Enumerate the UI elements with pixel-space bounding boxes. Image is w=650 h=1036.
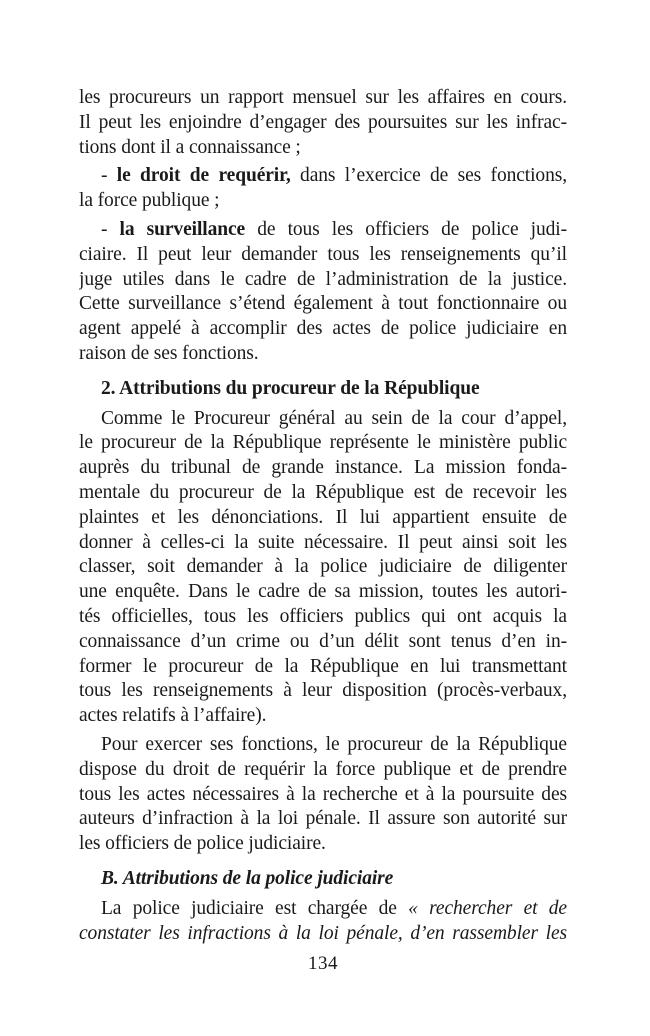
text-line bbox=[79, 292, 567, 317]
text-line bbox=[79, 407, 567, 432]
text-segment: « rechercher et de bbox=[408, 897, 567, 919]
text-line bbox=[79, 377, 567, 402]
text-segment: - bbox=[101, 165, 117, 187]
text-segment: former le procureur de la République en lui transmettant bbox=[79, 655, 567, 677]
text-line bbox=[79, 136, 567, 161]
text-segment: une enquête. Dans le cadre de sa mission, toutes les autori- bbox=[79, 581, 567, 603]
text-line bbox=[79, 531, 567, 556]
text-line bbox=[79, 580, 567, 605]
text-segment: connaissance d’un crime ou d’un délit sont tenus d’en in- bbox=[79, 630, 567, 652]
text-line bbox=[79, 506, 567, 531]
text-segment: le droit de requérir, bbox=[116, 165, 291, 187]
text-segment: mentale du procureur de la République est de recevoir les bbox=[79, 481, 567, 503]
text-segment: raison de ses fonctions. bbox=[79, 342, 259, 364]
text-segment: dans l’exercice de ses fonctions, bbox=[290, 165, 567, 187]
text-segment: constater les infractions à la loi pénale, d’en rassembler les bbox=[79, 922, 567, 944]
text-block bbox=[79, 86, 567, 950]
text-segment: Cette surveillance s’étend également à tout fonctionnaire ou bbox=[79, 293, 567, 315]
text-segment: ciaire. Il peut leur demander tous les renseignements qu’il bbox=[79, 243, 567, 265]
text-segment: auprès du tribunal de grande instance. La mission fonda- bbox=[79, 457, 567, 479]
text-segment: tions dont il a connaissance ; bbox=[79, 136, 301, 158]
text-segment: tés officielles, tous les officiers publics qui ont acquis la bbox=[79, 605, 567, 627]
text-line bbox=[79, 317, 567, 342]
page-number: 134 bbox=[308, 953, 338, 974]
text-line bbox=[79, 922, 567, 947]
text-segment: plaintes et les dénonciations. Il lui appartient ensuite de bbox=[79, 506, 567, 528]
text-segment: tous les renseignements à leur disposition (procès-verbaux, bbox=[79, 680, 567, 702]
text-segment: La police judiciaire est chargée de bbox=[101, 897, 409, 919]
text-line bbox=[79, 164, 567, 189]
heading-attributions-police-judiciaire bbox=[79, 867, 567, 892]
text-line bbox=[79, 268, 567, 293]
text-segment: B. Attributions de la police judiciaire bbox=[101, 867, 394, 889]
text-line bbox=[79, 342, 567, 367]
text-segment: 2. Attributions du procureur de la République bbox=[101, 377, 480, 399]
text-segment: le procureur de la République représente le ministère public bbox=[79, 432, 567, 454]
text-segment: auteurs d’infraction à la loi pénale. Il assure son autorité sur bbox=[79, 808, 567, 830]
text-segment: actes relatifs à l’affaire). bbox=[79, 705, 267, 727]
text-segment: Pour exercer ses fonctions, le procureur de la République bbox=[101, 733, 567, 755]
text-line bbox=[79, 704, 567, 729]
text-line bbox=[79, 218, 567, 243]
text-line bbox=[79, 605, 567, 630]
text-segment: les officiers de police judiciaire. bbox=[79, 833, 326, 855]
text-line bbox=[79, 189, 567, 214]
paragraph-la-police-judiciaire bbox=[79, 897, 567, 947]
list-item-surveillance bbox=[79, 218, 567, 367]
text-segment: Comme le Procureur général au sein de la cour d’appel, bbox=[101, 407, 567, 429]
text-segment: - bbox=[101, 218, 120, 240]
text-line bbox=[79, 555, 567, 580]
text-segment: la force publique ; bbox=[79, 190, 220, 212]
list-item-droit-de-requerir bbox=[79, 164, 567, 214]
text-line bbox=[79, 807, 567, 832]
text-line bbox=[79, 630, 567, 655]
text-segment: donner à celles-ci la suite nécessaire. Il peut ainsi soit les bbox=[79, 531, 567, 553]
text-segment: Il peut les enjoindre d’engager des poursuites sur les infrac- bbox=[79, 111, 567, 133]
text-line bbox=[79, 456, 567, 481]
text-line bbox=[79, 867, 567, 892]
text-line bbox=[79, 243, 567, 268]
paragraph-comme-le-procureur bbox=[79, 407, 567, 729]
text-segment: juge utiles dans le cadre de l’administration de la justice. bbox=[79, 268, 567, 290]
text-segment: de tous les officiers de police judi- bbox=[245, 218, 567, 240]
text-segment: dispose du droit de requérir la force publique et de prendre bbox=[79, 758, 567, 780]
text-line bbox=[79, 431, 567, 456]
text-line bbox=[79, 783, 567, 808]
text-line bbox=[79, 897, 567, 922]
paragraph-pour-exercer bbox=[79, 733, 567, 857]
text-line bbox=[79, 733, 567, 758]
paragraph-rapport-mensuel bbox=[79, 86, 567, 160]
text-line bbox=[79, 481, 567, 506]
text-line bbox=[79, 758, 567, 783]
text-line bbox=[79, 679, 567, 704]
text-line bbox=[79, 111, 567, 136]
text-segment: classer, soit demander à la police judiciaire de diligenter bbox=[79, 556, 567, 578]
text-segment: agent appelé à accomplir des actes de police judiciaire en bbox=[79, 318, 567, 340]
text-line bbox=[79, 86, 567, 111]
text-segment: la surveillance bbox=[119, 218, 246, 240]
text-line bbox=[79, 655, 567, 680]
heading-attributions-procureur bbox=[79, 377, 567, 402]
text-segment: tous les actes nécessaires à la recherche et à la poursuite des bbox=[79, 783, 567, 805]
text-segment: les procureurs un rapport mensuel sur les affaires en cours. bbox=[79, 87, 567, 108]
text-line bbox=[79, 832, 567, 857]
